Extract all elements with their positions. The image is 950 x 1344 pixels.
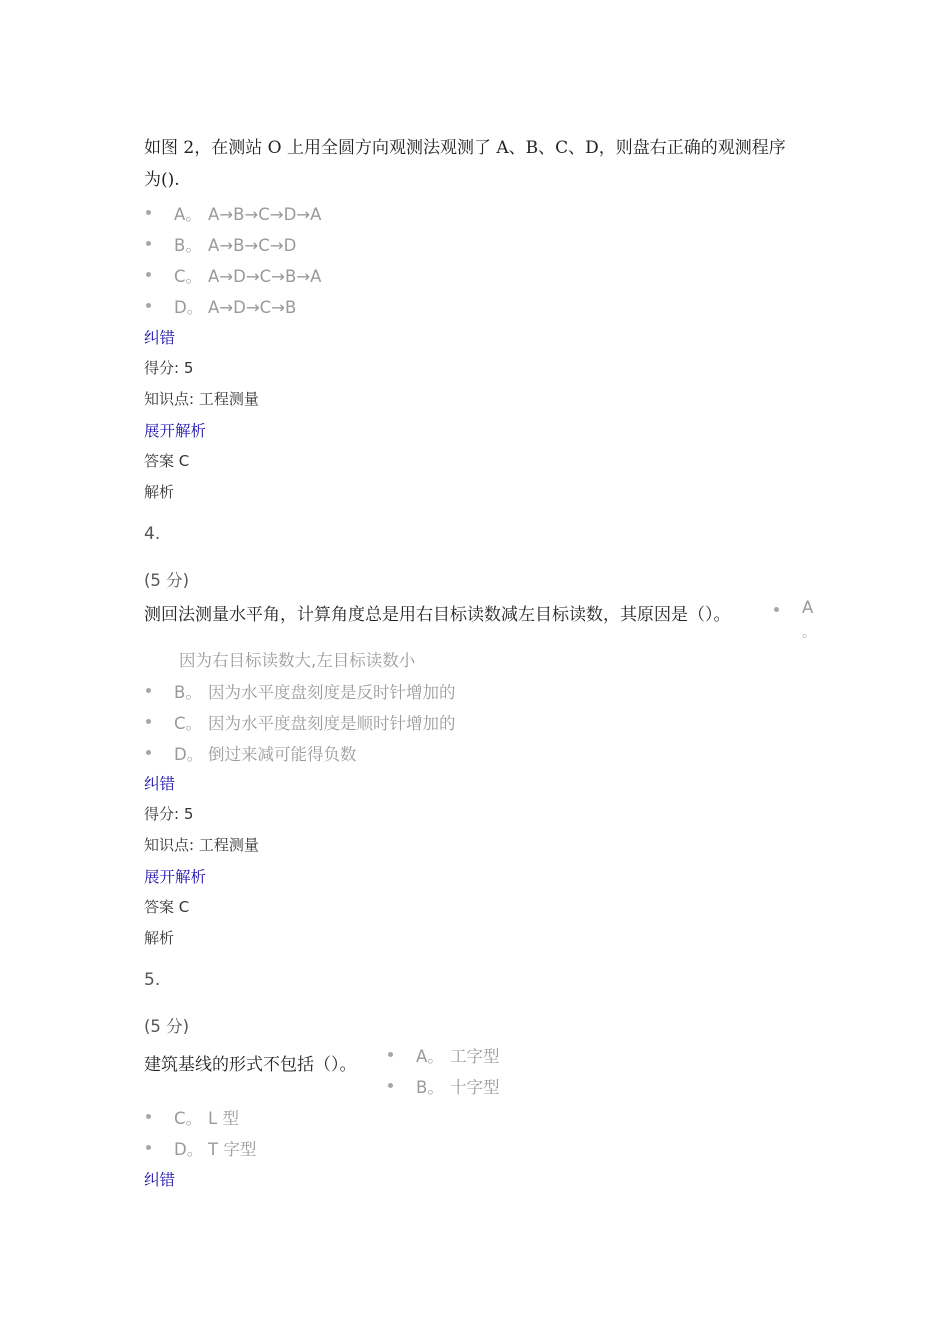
option-text: 因为水平度盘刻度是反时针增加的 [208, 683, 456, 702]
q4-score: 得分: 5 [144, 805, 194, 823]
q4-knowledge-point: 知识点: 工程测量 [144, 836, 259, 854]
q5-correct-link[interactable]: 纠错 [144, 1171, 176, 1189]
q3-expand-analysis-link[interactable]: 展开解析 [144, 422, 207, 440]
bullet-icon [388, 1052, 393, 1057]
q5-number: 5. [144, 970, 161, 990]
q4-option-c[interactable] [174, 710, 456, 734]
q3-option-b[interactable] [174, 232, 296, 256]
q4-number: 4. [144, 524, 161, 544]
q3-correct-link[interactable]: 纠错 [144, 329, 176, 347]
option-text: 因为水平度盘刻度是顺时针增加的 [208, 714, 456, 733]
q4-option-d[interactable] [174, 741, 357, 765]
q4-points: (5 分) [144, 571, 190, 590]
q3-stem-line1: 如图 2，在测站 O 上用全圆方向观测法观测了 A、B、C、D，则盘右正确的观测程序 [144, 138, 786, 158]
q4-stem: 测回法测量水平角，计算角度总是用右目标读数减左目标读数，其原因是（）。 [144, 605, 731, 625]
q3-knowledge-point: 知识点: 工程测量 [144, 390, 259, 408]
q5-option-d[interactable] [174, 1136, 256, 1160]
option-text: 十字型 [450, 1078, 500, 1097]
option-letter: C。 [174, 1109, 203, 1128]
bullet-icon [146, 272, 151, 277]
q5-option-b[interactable] [416, 1074, 500, 1098]
option-text: A→D→C→B [208, 298, 297, 317]
q4-option-a-text[interactable]: 因为右目标读数大,左目标读数小 [179, 651, 416, 670]
bullet-icon [146, 241, 151, 246]
option-text: 倒过来减可能得负数 [208, 745, 357, 764]
q5-option-a[interactable] [416, 1043, 500, 1067]
option-letter: C。 [174, 714, 203, 733]
q4-expand-analysis-link[interactable]: 展开解析 [144, 868, 207, 886]
option-text: T 字型 [208, 1140, 257, 1159]
bullet-icon [146, 750, 151, 755]
q4-option-b[interactable] [174, 679, 456, 703]
option-text: L 型 [208, 1109, 239, 1128]
option-text: A→D→C→B→A [208, 267, 322, 286]
q3-option-d[interactable] [174, 294, 296, 318]
option-text: 工字型 [450, 1047, 500, 1066]
q3-option-a[interactable] [174, 201, 321, 225]
q4-analysis: 解析 [144, 929, 175, 947]
q4-answer: 答案 C [144, 898, 190, 916]
q5-option-c[interactable] [174, 1105, 239, 1129]
bullet-icon [774, 607, 779, 612]
q3-stem-line2: 为(). [144, 170, 180, 190]
q4-option-a-mark: 。 [802, 625, 816, 641]
option-letter: A。 [416, 1047, 444, 1066]
bullet-icon [146, 303, 151, 308]
option-letter: D。 [174, 745, 204, 764]
option-letter: D。 [174, 298, 204, 317]
q3-score: 得分: 5 [144, 359, 194, 377]
q5-points: (5 分) [144, 1017, 190, 1036]
option-letter: B。 [174, 236, 202, 255]
option-letter: B。 [174, 683, 202, 702]
q5-stem: 建筑基线的形式不包括（）。 [144, 1055, 357, 1075]
option-letter: B。 [416, 1078, 444, 1097]
bullet-icon [146, 210, 151, 215]
bullet-icon [146, 1145, 151, 1150]
q4-correct-link[interactable]: 纠错 [144, 775, 176, 793]
bullet-icon [388, 1083, 393, 1088]
q3-option-c[interactable] [174, 263, 321, 287]
option-letter: C。 [174, 267, 203, 286]
option-text: A→B→C→D [208, 236, 297, 255]
q3-answer: 答案 C [144, 452, 190, 470]
bullet-icon [146, 688, 151, 693]
option-text: A→B→C→D→A [208, 205, 322, 224]
q4-option-a-letter[interactable]: A [802, 598, 814, 617]
q3-analysis: 解析 [144, 483, 175, 501]
option-letter: A。 [174, 205, 202, 224]
bullet-icon [146, 719, 151, 724]
bullet-icon [146, 1114, 151, 1119]
option-letter: D。 [174, 1140, 204, 1159]
